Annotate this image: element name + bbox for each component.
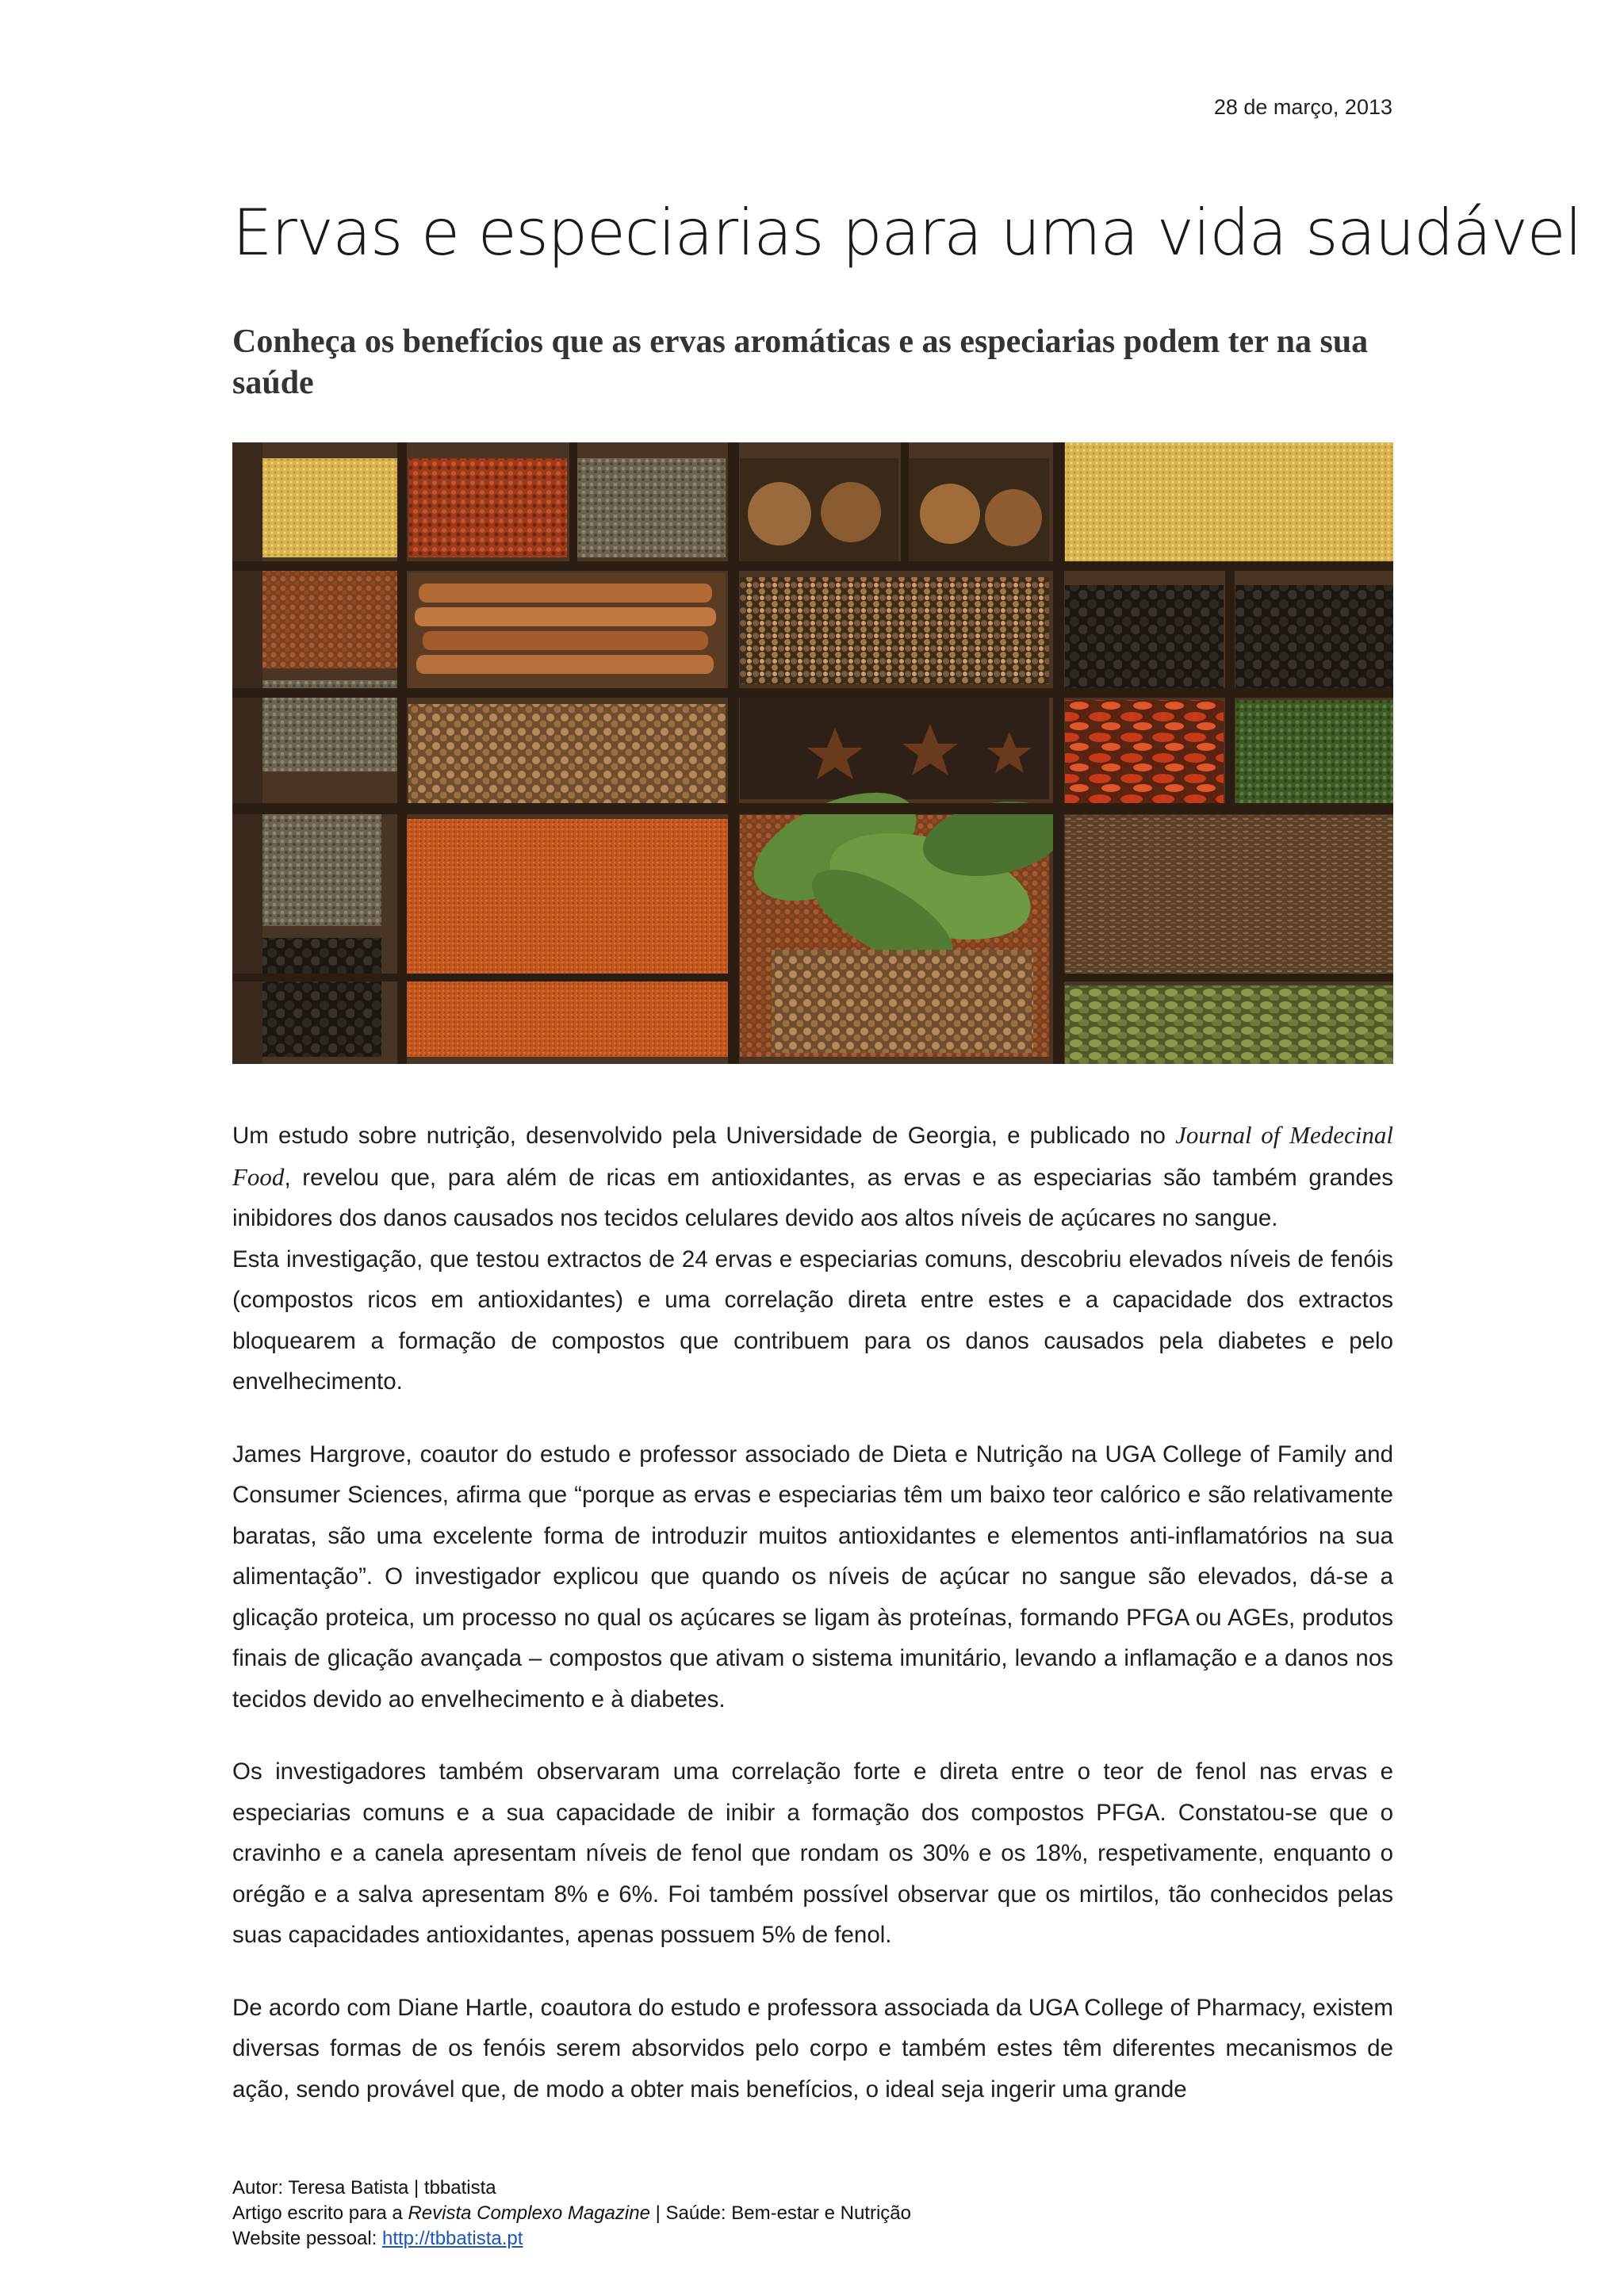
footer-magazine: Revista Complexo Magazine [408, 2202, 650, 2224]
paragraph-4: Os investigadores também observaram uma correlação forte e direta entre o teor de fenol nas ervas e especiarias comuns e a sua capacidade de inibir a formação dos compostos PFGA. Constatou-se que o cravinho e a canela apresentam níveis de fenol que rondam os 30% e os 18%, respetivamente, enquanto o orégão e a salva apresentam 8% e 6%. Foi também possível observar que os mirtilos, tão conhecidos pelas suas capacidades antioxidantes, apenas possuem 5% de fenol. [232, 1758, 1393, 1948]
article-subtitle: Conheça os benefícios que as ervas aromáticas e as especiarias podem ter na sua saúde [232, 323, 1369, 401]
spice-rack-photo [232, 442, 1393, 1064]
paragraph-1-text-b: , revelou que, para além de ricas em antioxidantes, as ervas e as especiarias são também grandes inibidores dos danos causados nos tecidos celulares devido aos altos níveis de açúcares no sangue. [232, 1164, 1393, 1231]
article-date: 28 de março, 2013 [1213, 95, 1392, 119]
footer-author [232, 2175, 911, 2201]
paragraph-1-text-a: Um estudo sobre nutrição, desenvolvido pela Universidade de Georgia, e publicado no [232, 1123, 1176, 1149]
footer-website-label: Website pessoal: [232, 2228, 382, 2249]
page-footer [232, 2175, 911, 2252]
paragraph-1 [232, 1115, 1393, 1239]
article-body [232, 1115, 1393, 2110]
paragraph-3: James Hargrove, coautor do estudo e professor associado de Dieta e Nutrição na UGA College of Family and Consumer Sciences, afirma que “porque as ervas e especiarias têm um baixo teor calórico e são relativamente baratas, são uma excelente forma de introduzir muitos antioxidantes e elementos anti-inflamatórios na sua alimentação”. O investigador explicou que quando os níveis de açúcar no sangue são elevados, dá-se a glicação proteica, um processo no qual os açúcares se ligam às proteínas, formando PFGA ou AGEs, produtos finais de glicação avançada – compostos que ativam o sistema imunitário, levando a inflamação e a danos nos tecidos devido ao envelhecimento e à diabetes. [232, 1441, 1393, 1712]
footer-author-label: Autor: [232, 2177, 289, 2198]
website-link[interactable]: http://tbbatista.pt [382, 2228, 523, 2249]
paragraph-2: Esta investigação, que testou extractos de 24 ervas e especiarias comuns, descobriu elevados níveis de fenóis (compostos ricos em antioxidantes) e uma correlação direta entre estes e a capacidade dos extractos bloquearem a formação de compostos que contribuem para os danos causados pela diabetes e pelo envelhecimento. [232, 1246, 1393, 1395]
footer-author-name: Teresa Batista | tbbatista [288, 2177, 496, 2198]
footer-website [232, 2226, 911, 2252]
journal-name: Journal of Medecinal Food [232, 1121, 1393, 1191]
article-title: Ervas e especiarias para uma vida saudável [232, 196, 1581, 270]
footer-publication [232, 2201, 911, 2226]
footer-written-for: Artigo escrito para a [232, 2202, 408, 2224]
footer-section: | Saúde: Bem-estar e Nutrição [649, 2202, 911, 2224]
paragraph-5: De acordo com Diane Hartle, coautora do estudo e professora associada da UGA College of Pharmacy, existem diversas formas de os fenóis serem absorvidos pelo corpo e também estes têm diferentes mecanismos de ação, sendo provável que, de modo a obter mais benefícios, o ideal seja ingerir uma grande [232, 1994, 1393, 2103]
